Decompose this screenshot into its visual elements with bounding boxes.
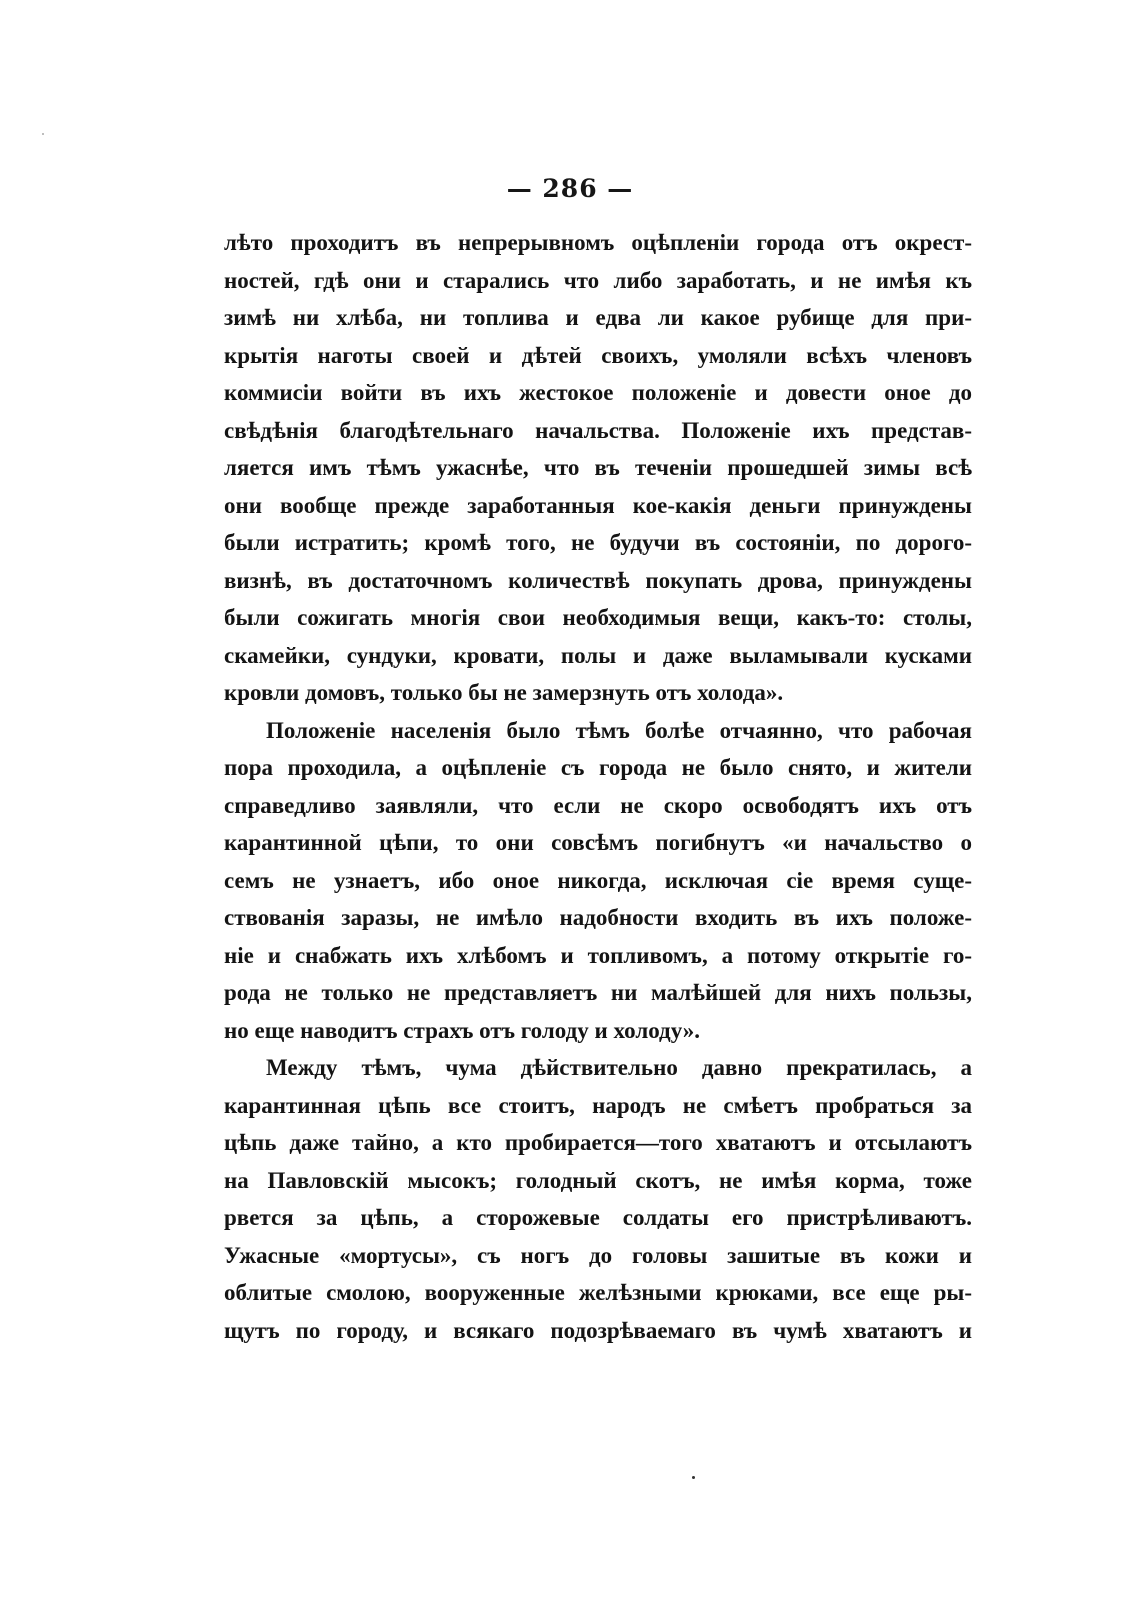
text-line: зимѣ ни хлѣба, ни топлива и едва ли какое рубище для при-: [224, 305, 972, 330]
text-line: ностей, гдѣ они и старались что либо заработать, и не имѣя къ: [224, 267, 972, 293]
paragraph-end-line: но еще наводитъ страхъ отъ голоду и холоду».: [224, 1017, 701, 1043]
text-line: цѣпь даже тайно, а кто пробирается—того хватаютъ и отсылаютъ: [224, 1130, 972, 1155]
text-line: карантинной цѣпи, то они совсѣмъ погибнутъ «и начальство о: [224, 830, 972, 855]
page-number: — 286 —: [506, 174, 634, 203]
text-line: справедливо заявляли, что если не скоро освободятъ ихъ отъ: [224, 792, 972, 818]
text-line: коммисіи войти въ ихъ жестокое положеніе и довести оное до: [224, 380, 972, 405]
text-line: щутъ по городу, и всякаго подозрѣваемаго въ чумѣ хватаютъ и: [224, 1317, 972, 1343]
text-line: Ужасные «мортусы», съ ногъ до головы зашитые въ кожи и: [224, 1242, 972, 1268]
text-line: рвется за цѣпь, а сторожевые солдаты его пристрѣливаютъ.: [224, 1205, 972, 1230]
text-line: были истратить; кромѣ того, не будучи въ состояніи, по дорого-: [224, 530, 972, 555]
paragraph-first-line: Положеніе населенія было тѣмъ болѣе отчаянно, что рабочая: [266, 717, 972, 743]
scan-speck: [692, 1476, 695, 1479]
text-line: пора проходила, а оцѣпленіе съ города не было снято, и жители: [224, 755, 972, 780]
text-line: визнѣ, въ достаточномъ количествѣ покупать дрова, принуждены: [224, 567, 972, 593]
paragraph-end-line: кровли домовъ, только бы не замерзнуть отъ холода».: [224, 680, 784, 705]
paragraph-first-line: Между тѣмъ, чума дѣйствительно давно прекратилась, а: [266, 1055, 972, 1080]
text-line: облитые смолою, вооруженные желѣзными крюками, все еще ры-: [224, 1280, 972, 1305]
text-line: ніе и снабжать ихъ хлѣбомъ и топливомъ, а потому открытіе го-: [224, 942, 972, 968]
body-text: [224, 224, 972, 1349]
text-line: были сожигать многія свои необходимыя вещи, какъ-то: столы,: [224, 605, 972, 630]
text-line: семъ не узнаетъ, ибо оное никогда, исключая сіе время суще-: [224, 867, 972, 893]
text-line: крытія наготы своей и дѣтей своихъ, умоляли всѣхъ членовъ: [224, 342, 972, 368]
text-line: лѣто проходитъ въ непрерывномъ оцѣпленіи города отъ окрест-: [224, 230, 972, 255]
text-line: скамейки, сундуки, кровати, полы и даже выламывали кусками: [224, 642, 972, 668]
text-line: карантинная цѣпь все стоитъ, народъ не смѣетъ пробраться за: [224, 1092, 972, 1118]
text-line: ляется имъ тѣмъ ужаснѣе, что въ теченіи прошедшей зимы всѣ: [224, 455, 972, 480]
text-line: на Павловскій мысокъ; голодный скотъ, не имѣя корма, тоже: [224, 1167, 972, 1193]
text-line: они вообще прежде заработанныя кое-какія деньги принуждены: [224, 492, 972, 518]
text-line: свѣдѣнія благодѣтельнаго начальства. Положеніе ихъ представ-: [224, 417, 972, 443]
text-line: рода не только не представляетъ ни малѣйшей для нихъ пользы,: [224, 980, 972, 1005]
text-line: ствованія заразы, не имѣло надобности входить въ ихъ положе-: [224, 905, 972, 930]
scan-speck: [42, 133, 44, 135]
